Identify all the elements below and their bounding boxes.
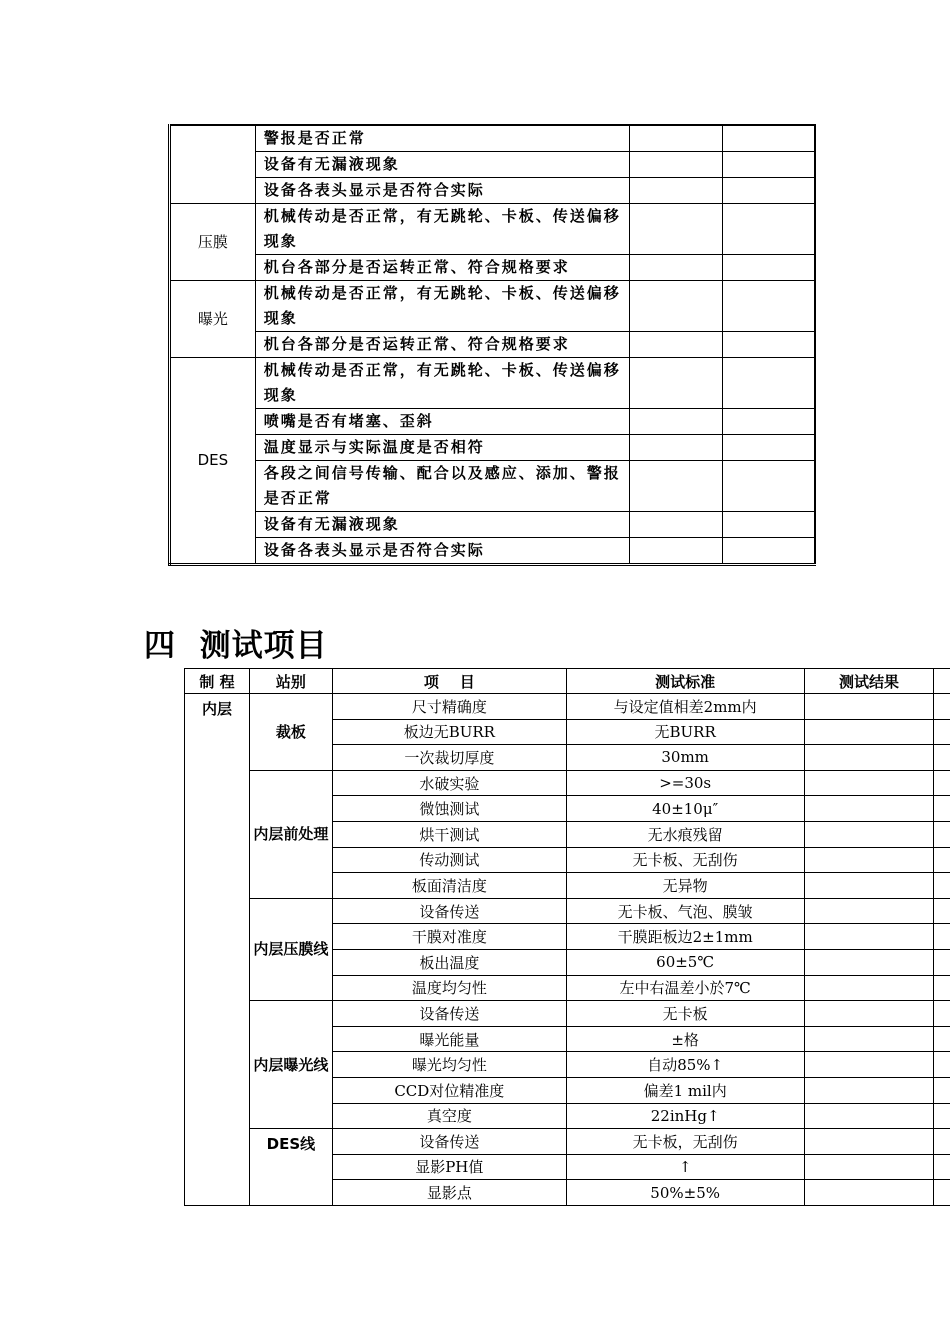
- check-item: 设备有无漏液现象: [255, 152, 630, 178]
- test-item: 温度均匀性: [332, 975, 566, 1001]
- station-cell: DES线: [249, 1129, 332, 1206]
- check-item: 机台各部分是否运转正常、符合规格要求: [255, 332, 630, 358]
- check-station-cell: DES: [170, 358, 256, 565]
- check-note-cell[interactable]: [722, 538, 815, 565]
- station-cell: 内层曝光线: [249, 1001, 332, 1129]
- test-standard: 无卡板，无刮伤: [566, 1129, 804, 1155]
- header-extra: [934, 669, 950, 694]
- test-result-cell[interactable]: [804, 1154, 934, 1180]
- header-result: 测试结果: [804, 669, 934, 694]
- check-note-cell[interactable]: [722, 358, 815, 409]
- test-standard: 无水痕残留: [566, 821, 804, 847]
- extra-cell: [934, 1129, 950, 1155]
- extra-cell: [934, 1026, 950, 1052]
- test-item: CCD对位精准度: [332, 1077, 566, 1103]
- check-result-cell[interactable]: [630, 332, 723, 358]
- test-standard: >=30s: [566, 770, 804, 796]
- test-standard: 60±5℃: [566, 949, 804, 975]
- header-item: 项 目: [332, 669, 566, 694]
- test-standard: 偏差1 mil内: [566, 1077, 804, 1103]
- check-row: [170, 461, 816, 512]
- check-note-cell[interactable]: [722, 125, 815, 152]
- check-result-cell[interactable]: [630, 461, 723, 512]
- extra-cell: [934, 873, 950, 899]
- test-result-cell[interactable]: [804, 898, 934, 924]
- test-result-cell[interactable]: [804, 745, 934, 771]
- check-result-cell[interactable]: [630, 255, 723, 281]
- check-result-cell[interactable]: [630, 204, 723, 255]
- test-row: [185, 1129, 950, 1155]
- check-result-cell[interactable]: [630, 152, 723, 178]
- test-row: [185, 1001, 950, 1027]
- test-standard: 30mm: [566, 745, 804, 771]
- test-item: 设备传送: [332, 1001, 566, 1027]
- check-result-cell[interactable]: [630, 178, 723, 204]
- check-result-cell[interactable]: [630, 358, 723, 409]
- test-result-cell[interactable]: [804, 1129, 934, 1155]
- check-row: [170, 255, 816, 281]
- extra-cell: [934, 924, 950, 950]
- test-standard: 无异物: [566, 873, 804, 899]
- check-note-cell[interactable]: [722, 435, 815, 461]
- station-cell: 内层前处理: [249, 770, 332, 898]
- extra-cell: [934, 1052, 950, 1078]
- check-item: 温度显示与实际温度是否相符: [255, 435, 630, 461]
- test-standard: ±格: [566, 1026, 804, 1052]
- check-note-cell[interactable]: [722, 409, 815, 435]
- extra-cell: [934, 821, 950, 847]
- check-result-cell[interactable]: [630, 281, 723, 332]
- header-process: 制 程: [185, 669, 250, 694]
- extra-cell: [934, 975, 950, 1001]
- test-result-cell[interactable]: [804, 1180, 934, 1206]
- header-standard: 测试标准: [566, 669, 804, 694]
- check-row: [170, 409, 816, 435]
- check-item: 警报是否正常: [255, 125, 630, 152]
- check-row: [170, 152, 816, 178]
- test-standard: 无卡板、无刮伤: [566, 847, 804, 873]
- test-table-header: [185, 669, 950, 694]
- equipment-check-table: [168, 124, 816, 566]
- check-item: 机械传动是否正常，有无跳轮、卡板、传送偏移现象: [255, 204, 630, 255]
- header-station: 站别: [249, 669, 332, 694]
- test-result-cell[interactable]: [804, 1001, 934, 1027]
- extra-cell: [934, 719, 950, 745]
- check-row: [170, 358, 816, 409]
- test-row: [185, 898, 950, 924]
- test-item: 显影PH值: [332, 1154, 566, 1180]
- check-station-cell: 曝光: [170, 281, 256, 358]
- test-result-cell[interactable]: [804, 1077, 934, 1103]
- check-note-cell[interactable]: [722, 461, 815, 512]
- check-row: [170, 204, 816, 255]
- test-standard: 无卡板: [566, 1001, 804, 1027]
- test-items-table: [184, 668, 950, 1206]
- test-result-cell[interactable]: [804, 1103, 934, 1129]
- test-item: 设备传送: [332, 1129, 566, 1155]
- check-result-cell[interactable]: [630, 125, 723, 152]
- test-standard: 左中右温差小於7℃: [566, 975, 804, 1001]
- test-standard: 22inHg↑: [566, 1103, 804, 1129]
- test-result-cell[interactable]: [804, 1052, 934, 1078]
- test-result-cell[interactable]: [804, 1026, 934, 1052]
- check-item: 设备各表头显示是否符合实际: [255, 538, 630, 565]
- extra-cell: [934, 847, 950, 873]
- check-note-cell[interactable]: [722, 255, 815, 281]
- test-result-cell[interactable]: [804, 694, 934, 720]
- test-result-cell[interactable]: [804, 847, 934, 873]
- check-row: [170, 538, 816, 565]
- check-item: 机械传动是否正常，有无跳轮、卡板、传送偏移现象: [255, 358, 630, 409]
- check-station-cell: 压膜: [170, 204, 256, 281]
- test-standard: 自动85%↑: [566, 1052, 804, 1078]
- station-cell: 内层压膜线: [249, 898, 332, 1000]
- test-result-cell[interactable]: [804, 821, 934, 847]
- test-item: 板面清洁度: [332, 873, 566, 899]
- check-row: [170, 512, 816, 538]
- extra-cell: [934, 1180, 950, 1206]
- check-item: 各段之间信号传输、配合以及感应、添加、警报是否正常: [255, 461, 630, 512]
- check-note-cell[interactable]: [722, 152, 815, 178]
- check-result-cell[interactable]: [630, 512, 723, 538]
- check-station-cell: [170, 125, 256, 204]
- extra-cell: [934, 898, 950, 924]
- extra-cell: [934, 949, 950, 975]
- test-result-cell[interactable]: [804, 924, 934, 950]
- extra-cell: [934, 745, 950, 771]
- test-standard: 干膜距板边2±1mm: [566, 924, 804, 950]
- test-item: 曝光能量: [332, 1026, 566, 1052]
- test-result-cell[interactable]: [804, 975, 934, 1001]
- test-standard: 无卡板、气泡、膜皱: [566, 898, 804, 924]
- check-row: [170, 178, 816, 204]
- test-result-cell[interactable]: [804, 949, 934, 975]
- test-result-cell[interactable]: [804, 796, 934, 822]
- test-standard: 与设定值相差2mm内: [566, 694, 804, 720]
- test-result-cell[interactable]: [804, 719, 934, 745]
- extra-cell: [934, 694, 950, 720]
- check-item: 机械传动是否正常，有无跳轮、卡板、传送偏移现象: [255, 281, 630, 332]
- test-item: 烘干测试: [332, 821, 566, 847]
- check-row: [170, 435, 816, 461]
- test-item: 曝光均匀性: [332, 1052, 566, 1078]
- test-item: 水破实验: [332, 770, 566, 796]
- process-cell: 内层: [185, 694, 250, 1206]
- test-result-cell[interactable]: [804, 873, 934, 899]
- check-item: 设备各表头显示是否符合实际: [255, 178, 630, 204]
- test-item: 板边无BURR: [332, 719, 566, 745]
- station-cell: 裁板: [249, 694, 332, 771]
- test-standard: ↑: [566, 1154, 804, 1180]
- test-item: 尺寸精确度: [332, 694, 566, 720]
- test-item: 显影点: [332, 1180, 566, 1206]
- extra-cell: [934, 796, 950, 822]
- check-row: [170, 125, 816, 152]
- test-item: 设备传送: [332, 898, 566, 924]
- check-row: [170, 332, 816, 358]
- check-result-cell[interactable]: [630, 409, 723, 435]
- check-result-cell[interactable]: [630, 435, 723, 461]
- extra-cell: [934, 1077, 950, 1103]
- check-note-cell[interactable]: [722, 281, 815, 332]
- check-note-cell[interactable]: [722, 332, 815, 358]
- check-row: [170, 281, 816, 332]
- test-item: 传动测试: [332, 847, 566, 873]
- check-result-cell[interactable]: [630, 538, 723, 565]
- check-note-cell[interactable]: [722, 204, 815, 255]
- test-item: 真空度: [332, 1103, 566, 1129]
- test-item: 微蚀测试: [332, 796, 566, 822]
- check-item: 设备有无漏液现象: [255, 512, 630, 538]
- test-standard: 无BURR: [566, 719, 804, 745]
- check-item: 机台各部分是否运转正常、符合规格要求: [255, 255, 630, 281]
- extra-cell: [934, 1154, 950, 1180]
- test-item: 干膜对准度: [332, 924, 566, 950]
- test-item: 板出温度: [332, 949, 566, 975]
- test-result-cell[interactable]: [804, 770, 934, 796]
- check-note-cell[interactable]: [722, 178, 815, 204]
- extra-cell: [934, 1001, 950, 1027]
- test-row: [185, 694, 950, 720]
- test-item: 一次裁切厚度: [332, 745, 566, 771]
- extra-cell: [934, 770, 950, 796]
- section-title: 四 测试项目: [144, 628, 328, 664]
- test-standard: 50%±5%: [566, 1180, 804, 1206]
- extra-cell: [934, 1103, 950, 1129]
- test-row: [185, 770, 950, 796]
- check-note-cell[interactable]: [722, 512, 815, 538]
- test-standard: 40±10μ″: [566, 796, 804, 822]
- check-item: 喷嘴是否有堵塞、歪斜: [255, 409, 630, 435]
